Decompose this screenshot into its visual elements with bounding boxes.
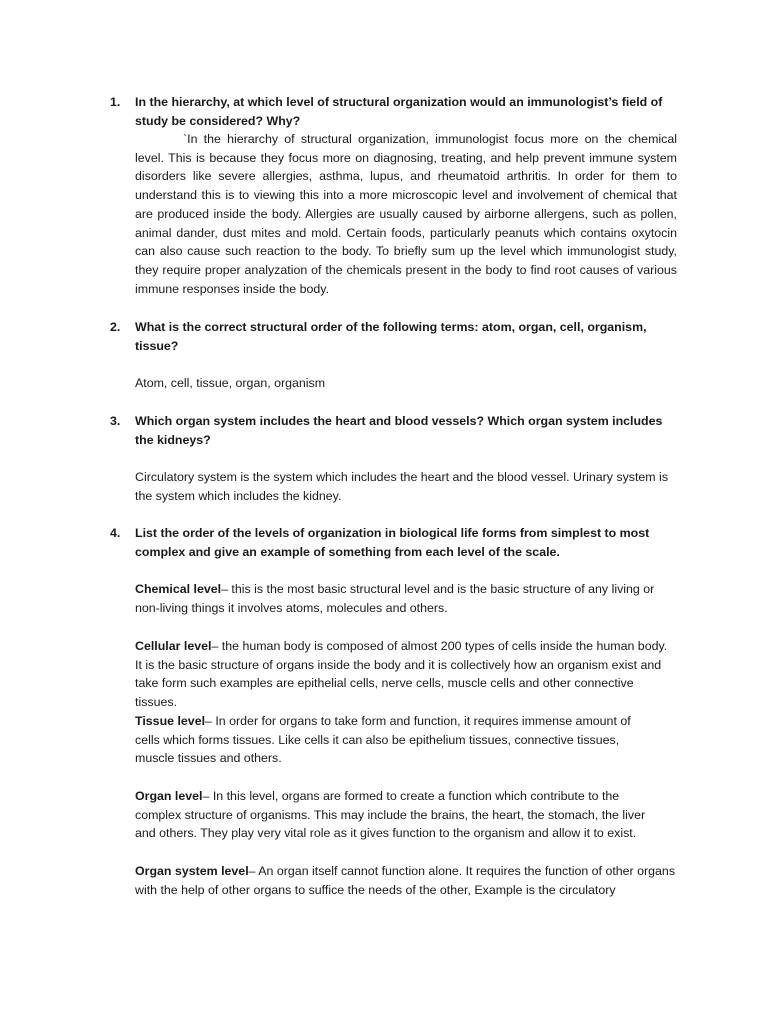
level-name: Tissue level xyxy=(135,714,206,728)
question-text: What is the correct structural order of the following terms: atom, organ, cell, organism, tissue? xyxy=(135,320,647,353)
level-description: – In order for organs to take form and function, it requires immense amount of cells which forms tissues. Like cells it can also be epithelium tissues, connective tissues, muscle tissues and others. xyxy=(135,714,631,766)
answer-3: Circulatory system is the system which includes the heart and the blood vessel. Urinary system is the system which includes the kidney. xyxy=(135,470,669,503)
level-organ-system xyxy=(135,862,677,899)
answer-2: Atom, cell, tissue, organ, organism xyxy=(135,376,326,390)
question-text: In the hierarchy, at which level of structural organization would an immunologist’s field of study be considered? Why? xyxy=(135,95,663,128)
question-number: 3. xyxy=(110,414,121,428)
level-cellular xyxy=(135,637,675,712)
level-description: – the human body is composed of almost 200 types of cells inside the human body. It is the basic structure of organs inside the body and it is collectively how an organism exist and take form such examples are epithelial cells, nerve cells, muscle cells and other connective tissues. xyxy=(135,639,668,710)
question-text: Which organ system includes the heart and blood vessels? Which organ system includes the kidneys? xyxy=(135,414,663,447)
level-chemical xyxy=(135,580,660,617)
question-number: 2. xyxy=(110,320,121,334)
question-1 xyxy=(110,93,670,130)
question-number: 4. xyxy=(110,526,121,540)
level-description: – An organ itself cannot function alone. It requires the function of other organs with the help of other organs to suffice the needs of the other, Example is the circulatory xyxy=(135,864,676,897)
level-name: Organ system level xyxy=(135,864,249,878)
answer-1: `In the hierarchy of structural organization, immunologist focus more on the chemical level. This is because they focus more on diagnosing, treating, and help prevent immune system disorders like severe allergies, asthma, lupus, and rheumatoid arthritis. In order for them to understand this is to viewing this into a more microscopic level and involvement of chemical that are produced inside the body. Allergies are usually caused by airborne allergens, such as pollen, animal dander, dust mites and mold. Certain foods, particularly peanuts which contains oxytocin can also cause such reaction to the body. To briefly sum up the level which immunologist study, they require proper analyzation of the chemicals present in the body to find root causes of various immune responses inside the body. xyxy=(135,132,677,296)
level-organ xyxy=(135,787,665,843)
level-tissue xyxy=(135,712,645,768)
level-name: Chemical level xyxy=(135,582,222,596)
level-description: – In this level, organs are formed to create a function which contribute to the complex structure of organisms. This may include the brains, the heart, the stomach, the liver and others. They play very vital role as it gives function to the organism and allow it to exist. xyxy=(135,789,646,841)
question-3 xyxy=(110,412,670,449)
level-name: Cellular level xyxy=(135,639,212,653)
question-4 xyxy=(110,524,670,561)
question-number: 1. xyxy=(110,95,121,109)
question-2 xyxy=(110,318,670,355)
question-text: List the order of the levels of organization in biological life forms from simplest to most complex and give an example of something from each level of the scale. xyxy=(135,526,650,559)
level-name: Organ level xyxy=(135,789,203,803)
level-description: – this is the most basic structural level and is the basic structure of any living or non-living things it involves atoms, molecules and others. xyxy=(135,582,655,615)
